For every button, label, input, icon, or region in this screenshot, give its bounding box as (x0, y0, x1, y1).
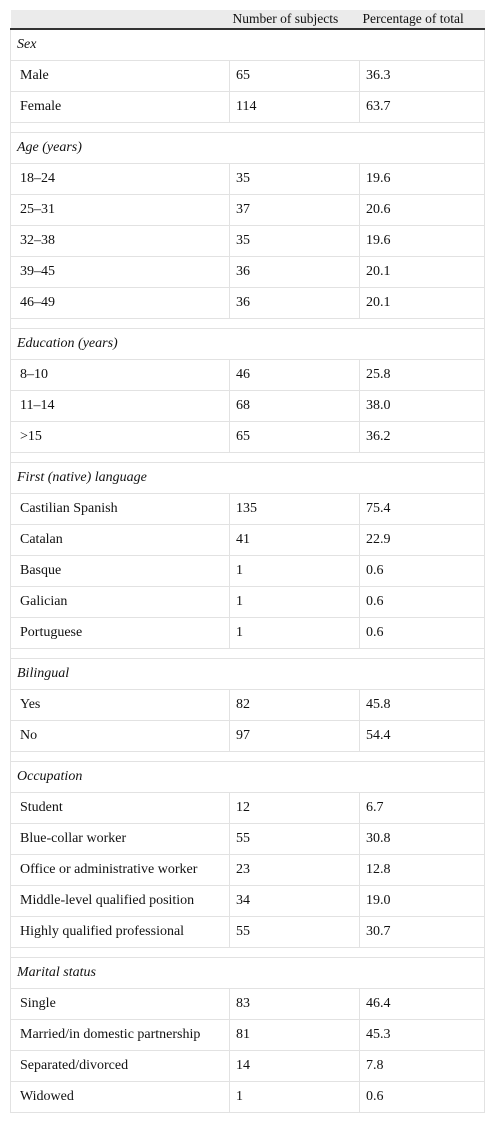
section-header-row (11, 659, 485, 690)
row-label: Female (11, 92, 230, 123)
section-title: First (native) language (11, 463, 485, 494)
header-blank-cell (11, 10, 230, 29)
row-percentage: 30.8 (360, 824, 485, 855)
row-label: Castilian Spanish (11, 494, 230, 525)
table-row (11, 556, 485, 587)
row-number-of-subjects: 82 (230, 690, 360, 721)
section-title: Education (years) (11, 329, 485, 360)
row-percentage: 20.1 (360, 288, 485, 319)
row-number-of-subjects: 83 (230, 989, 360, 1020)
section-spacer (11, 453, 485, 463)
row-percentage: 36.2 (360, 422, 485, 453)
section-spacer (11, 948, 485, 958)
row-label: Galician (11, 587, 230, 618)
row-label: 46–49 (11, 288, 230, 319)
table-row (11, 690, 485, 721)
spacer-cell (11, 948, 485, 958)
table-row (11, 1082, 485, 1113)
section-spacer (11, 649, 485, 659)
header-row (11, 10, 485, 29)
section-title: Sex (11, 29, 485, 61)
table-row (11, 587, 485, 618)
row-percentage: 0.6 (360, 556, 485, 587)
row-number-of-subjects: 65 (230, 422, 360, 453)
section-spacer (11, 123, 485, 133)
table-row (11, 917, 485, 948)
table-row (11, 226, 485, 257)
section-header-row (11, 958, 485, 989)
demographics-table (10, 10, 485, 1113)
spacer-cell (11, 453, 485, 463)
row-number-of-subjects: 114 (230, 92, 360, 123)
row-percentage: 22.9 (360, 525, 485, 556)
table-row (11, 1051, 485, 1082)
row-number-of-subjects: 37 (230, 195, 360, 226)
table-row (11, 360, 485, 391)
row-label: Blue-collar worker (11, 824, 230, 855)
row-number-of-subjects: 1 (230, 587, 360, 618)
section-header-row (11, 329, 485, 360)
table-header (11, 10, 485, 29)
section-header-row (11, 29, 485, 61)
row-percentage: 45.8 (360, 690, 485, 721)
row-number-of-subjects: 68 (230, 391, 360, 422)
row-label: Portuguese (11, 618, 230, 649)
row-percentage: 12.8 (360, 855, 485, 886)
row-percentage: 19.6 (360, 164, 485, 195)
table-row (11, 824, 485, 855)
section-title: Occupation (11, 762, 485, 793)
row-percentage: 46.4 (360, 989, 485, 1020)
section-header-row (11, 463, 485, 494)
row-number-of-subjects: 35 (230, 164, 360, 195)
row-percentage: 54.4 (360, 721, 485, 752)
row-label: Widowed (11, 1082, 230, 1113)
row-label: 11–14 (11, 391, 230, 422)
spacer-cell (11, 752, 485, 762)
section-title: Marital status (11, 958, 485, 989)
row-percentage: 38.0 (360, 391, 485, 422)
row-label: Highly qualified professional (11, 917, 230, 948)
row-label: Office or administrative worker (11, 855, 230, 886)
table-row (11, 1020, 485, 1051)
row-label: Basque (11, 556, 230, 587)
row-number-of-subjects: 97 (230, 721, 360, 752)
section-spacer (11, 319, 485, 329)
row-label: 18–24 (11, 164, 230, 195)
row-percentage: 25.8 (360, 360, 485, 391)
row-percentage: 0.6 (360, 1082, 485, 1113)
table-row (11, 721, 485, 752)
table-row (11, 257, 485, 288)
table-row (11, 618, 485, 649)
table-row (11, 989, 485, 1020)
row-percentage: 20.1 (360, 257, 485, 288)
row-percentage: 6.7 (360, 793, 485, 824)
row-number-of-subjects: 65 (230, 61, 360, 92)
row-label: Male (11, 61, 230, 92)
table-row (11, 195, 485, 226)
spacer-cell (11, 649, 485, 659)
row-label: Married/in domestic partnership (11, 1020, 230, 1051)
table-row (11, 61, 485, 92)
row-number-of-subjects: 36 (230, 257, 360, 288)
row-percentage: 19.6 (360, 226, 485, 257)
spacer-cell (11, 319, 485, 329)
table-row (11, 164, 485, 195)
row-percentage: 0.6 (360, 587, 485, 618)
row-number-of-subjects: 35 (230, 226, 360, 257)
table-row (11, 525, 485, 556)
section-title: Bilingual (11, 659, 485, 690)
row-number-of-subjects: 55 (230, 824, 360, 855)
row-label: >15 (11, 422, 230, 453)
row-label: 8–10 (11, 360, 230, 391)
table-row (11, 391, 485, 422)
row-percentage: 36.3 (360, 61, 485, 92)
table-row (11, 793, 485, 824)
header-percentage-of-total: Percentage of total (360, 10, 485, 29)
row-number-of-subjects: 1 (230, 618, 360, 649)
row-percentage: 19.0 (360, 886, 485, 917)
row-number-of-subjects: 36 (230, 288, 360, 319)
row-number-of-subjects: 55 (230, 917, 360, 948)
row-number-of-subjects: 12 (230, 793, 360, 824)
section-header-row (11, 762, 485, 793)
section-header-row (11, 133, 485, 164)
row-label: Single (11, 989, 230, 1020)
row-label: Yes (11, 690, 230, 721)
row-percentage: 30.7 (360, 917, 485, 948)
table-body (11, 29, 485, 1113)
row-percentage: 20.6 (360, 195, 485, 226)
row-number-of-subjects: 46 (230, 360, 360, 391)
row-number-of-subjects: 81 (230, 1020, 360, 1051)
row-number-of-subjects: 23 (230, 855, 360, 886)
row-label: Middle-level qualified position (11, 886, 230, 917)
section-title: Age (years) (11, 133, 485, 164)
row-label: 39–45 (11, 257, 230, 288)
table-row (11, 494, 485, 525)
row-percentage: 75.4 (360, 494, 485, 525)
row-number-of-subjects: 41 (230, 525, 360, 556)
row-label: Catalan (11, 525, 230, 556)
row-percentage: 63.7 (360, 92, 485, 123)
table-row (11, 886, 485, 917)
table-row (11, 855, 485, 886)
row-number-of-subjects: 1 (230, 1082, 360, 1113)
table-row (11, 288, 485, 319)
row-percentage: 45.3 (360, 1020, 485, 1051)
row-label: 25–31 (11, 195, 230, 226)
row-label: Student (11, 793, 230, 824)
row-number-of-subjects: 1 (230, 556, 360, 587)
table-row (11, 92, 485, 123)
spacer-cell (11, 123, 485, 133)
section-spacer (11, 752, 485, 762)
row-label: No (11, 721, 230, 752)
header-number-of-subjects: Number of subjects (230, 10, 360, 29)
row-percentage: 0.6 (360, 618, 485, 649)
row-percentage: 7.8 (360, 1051, 485, 1082)
row-number-of-subjects: 34 (230, 886, 360, 917)
row-label: Separated/divorced (11, 1051, 230, 1082)
row-label: 32–38 (11, 226, 230, 257)
row-number-of-subjects: 14 (230, 1051, 360, 1082)
table-row (11, 422, 485, 453)
row-number-of-subjects: 135 (230, 494, 360, 525)
